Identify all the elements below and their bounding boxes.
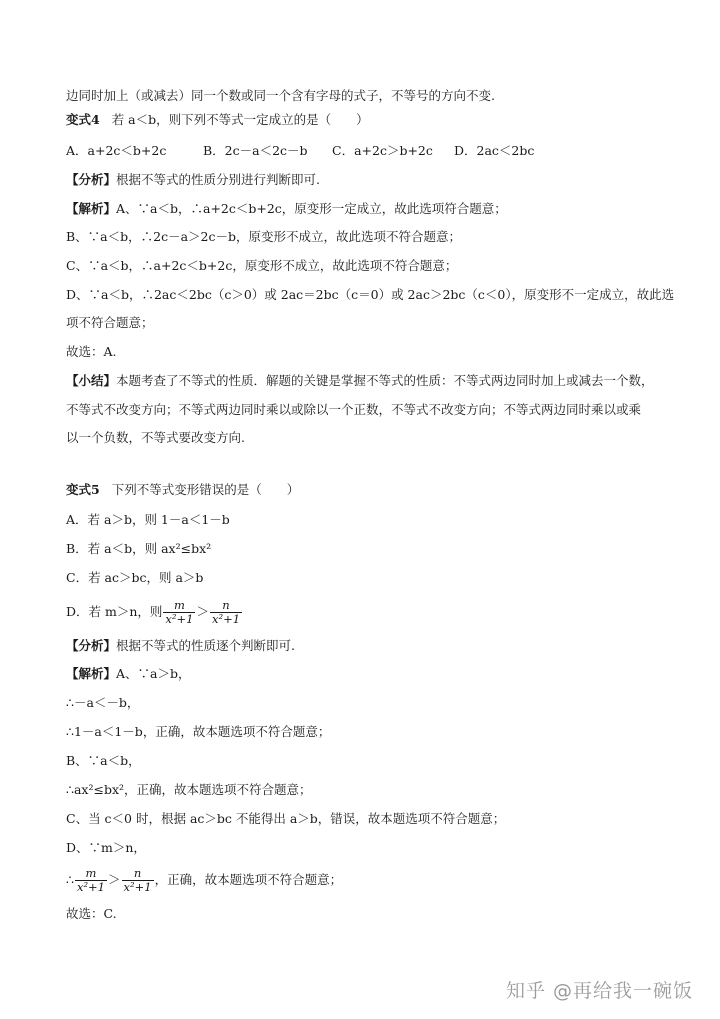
fraction-numerator: m — [85, 866, 97, 880]
solution-tag: 【解析】 — [66, 666, 117, 681]
analysis-text: 根据不等式的性质分别进行判断即可. — [116, 172, 320, 187]
analysis-tag: 【分析】 — [66, 172, 117, 187]
variant4-options — [66, 141, 666, 161]
variant5-solution-line: D、∵m＞n， — [66, 840, 146, 855]
variant5-solution-line — [66, 664, 191, 684]
variant4-heading — [66, 110, 369, 130]
variant5-solution-line: ∴ax²≤bx²，正确，故本题选项不符合题意； — [66, 782, 312, 797]
fraction-denominator: x²+1 — [76, 880, 106, 894]
variant5-answer: 故选：C. — [66, 906, 117, 921]
variant4-title: 变式4 — [66, 112, 100, 127]
variant4-option-d: D．2ac＜2bc — [454, 143, 535, 158]
summary-tag: 【小结】 — [66, 373, 117, 388]
fraction-numerator: n — [133, 866, 142, 880]
variant5-solution-final — [66, 866, 342, 894]
therefore-sign: ∴ — [66, 872, 74, 887]
variant4-summary-line: 不等式不改变方向；不等式两边同时乘以或除以一个正数，不等式不改变方向；不等式两边同时乘以或乘 — [66, 402, 642, 417]
variant5-question: 下列不等式变形错误的是（ ） — [111, 482, 300, 497]
variant5-solution-line: ∴－a＜－b， — [66, 695, 140, 710]
variant4-solution-line: D、∵a＜b，∴2ac＜2bc（c＞0）或 2ac＝2bc（c＝0）或 2ac＞2bc（c＜0），原变形不一定成立，故此选 — [66, 287, 675, 302]
fraction-m — [163, 599, 195, 626]
variant4-solution-line: 项不符合题意； — [66, 315, 154, 330]
intro-line: 边同时加上（或减去）同一个数或同一个含有字母的式子，不等号的方向不变. — [66, 88, 495, 103]
variant4-analysis — [66, 170, 320, 190]
zhihu-watermark: 知乎 @再给我一碗饭 — [506, 980, 694, 1002]
solution-tag: 【解析】 — [66, 201, 117, 216]
solution-text: A、∵a＞b， — [116, 666, 191, 681]
variant5-option-a: A．若 a＞b，则 1－a＜1－b — [66, 512, 230, 527]
greater-than-sign: ＞ — [108, 872, 121, 887]
analysis-tag: 【分析】 — [66, 638, 117, 653]
variant5-solution-line: C、当 c＜0 时，根据 ac＞bc 不能得出 a＞b，错误，故本题选项不符合题意； — [66, 811, 506, 826]
fraction-n — [122, 867, 154, 894]
fraction-numerator: n — [222, 598, 230, 612]
greater-than-sign: ＞ — [196, 604, 209, 619]
fraction-numerator: m — [173, 598, 185, 612]
variant5-solution-line: ∴1－a＜1－b，正确，故本题选项不符合题意； — [66, 724, 331, 739]
variant4-option-a: A．a+2c＜b+2c — [66, 143, 167, 158]
variant4-summary-line: 以一个负数，不等式要改变方向. — [66, 430, 245, 445]
fraction-denominator: x²+1 — [211, 612, 241, 626]
variant5-option-d — [66, 598, 243, 626]
variant4-solution-line: B、∵a＜b，∴2c－a＞2c－b，原变形不成立，故此选项不符合题意； — [66, 229, 462, 244]
variant5-solution-line: B、∵a＜b， — [66, 753, 141, 768]
variant4-option-b: B．2c－a＜2c－b — [203, 143, 308, 158]
fraction-denominator: x²+1 — [165, 612, 194, 626]
variant5-title: 变式5 — [66, 482, 100, 497]
variant5-option-c: C．若 ac＞bc，则 a＞b — [66, 570, 204, 585]
variant4-question: 若 a＜b，则下列不等式一定成立的是（ ） — [111, 112, 369, 127]
fraction-m — [75, 867, 107, 894]
variant4-option-c: C．a+2c＞b+2c — [332, 143, 433, 158]
variant4-answer: 故选：A. — [66, 344, 117, 359]
variant5-analysis — [66, 636, 295, 656]
fraction-denominator: x²+1 — [123, 880, 152, 894]
variant4-summary-line — [66, 371, 654, 391]
variant5-option-b: B．若 a＜b，则 ax²≤bx² — [66, 541, 212, 556]
fraction-n — [210, 599, 242, 626]
variant4-solution-line: C、∵a＜b，∴a+2c＜b+2c，原变形不成立，故此选项不符合题意； — [66, 258, 458, 273]
variant4-solution-line — [66, 199, 507, 219]
option-d-prefix: D．若 m＞n，则 — [66, 604, 163, 619]
summary-text: 本题考查了不等式的性质．解题的关键是掌握不等式的性质：不等式两边同时加上或减去一个数， — [116, 373, 654, 388]
final-suffix: ，正确，故本题选项不符合题意； — [154, 872, 343, 887]
analysis-text: 根据不等式的性质逐个判断即可. — [116, 638, 295, 653]
variant5-heading — [66, 480, 299, 500]
solution-text: A、∵a＜b，∴a+2c＜b+2c，原变形一定成立，故此选项符合题意； — [116, 201, 507, 216]
